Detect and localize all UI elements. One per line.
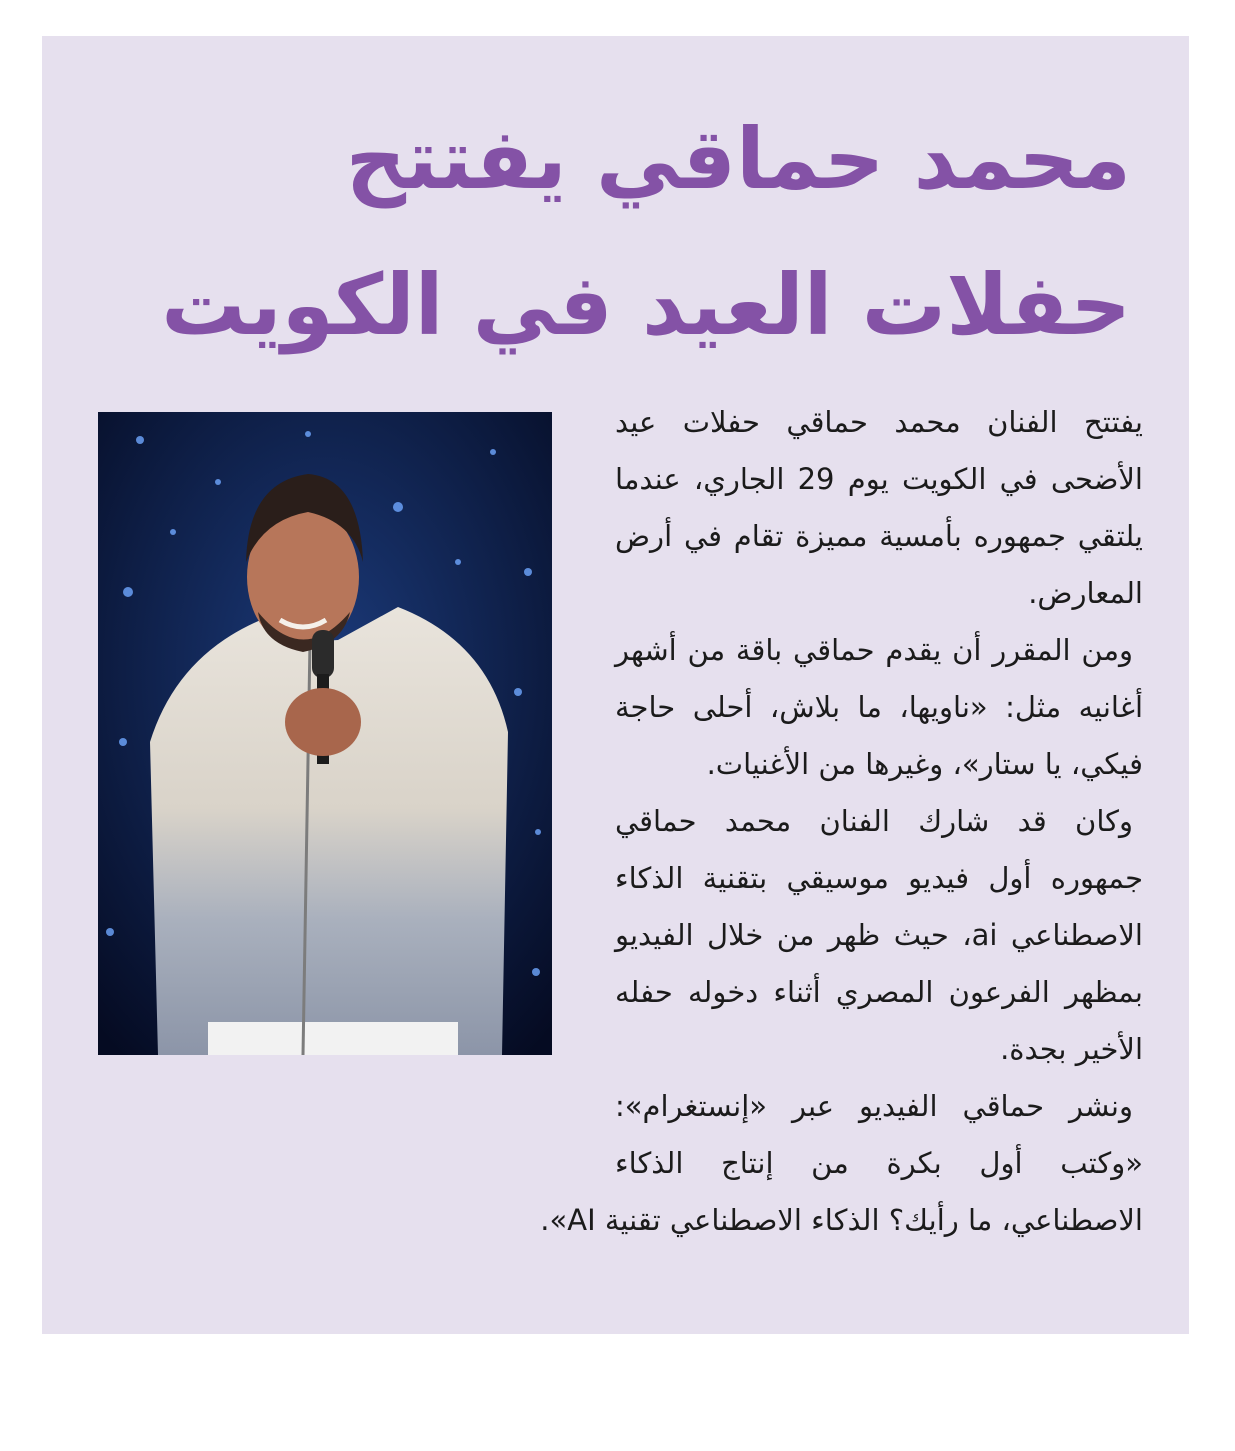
headline-line-2: حفلات العيد في الكويت [161, 256, 1131, 354]
news-article [42, 36, 1189, 1334]
headline-line-1: محمد حماقي يفتتح [345, 110, 1131, 208]
paragraph-4: ونشر حماقي الفيديو عبر «إنستغرام»: «وكتب أول بكرة من إنتاج الذكاء الاصطناعي، ما رأيك؟ الذكاء الاصطناعي تقنية AI». [540, 1089, 1143, 1237]
paragraph-2: ومن المقرر أن يقدم حماقي باقة من أشهر أغانيه مثل: «ناويها، ما بلاش، أحلى حاجة فيكي، يا ستار»، وغيرها من الأغنيات. [615, 633, 1143, 781]
photo-wrap-space [93, 394, 615, 1146]
paragraph-3: وكان قد شارك الفنان محمد حماقي جمهوره أول فيديو موسيقي بتقنية الذكاء الاصطناعي ai، حيث ظهر من خلال الفيديو بمظهر الفرعون المصري أثناء دخوله حفله الأخير بجدة. [615, 804, 1143, 1066]
article-headline [91, 86, 1131, 378]
article-body [93, 394, 1143, 1249]
paragraph-1: يفتتح الفنان محمد حماقي حفلات عيد الأضحى في الكويت يوم 29 الجاري، عندما يلتقي جمهوره بأمسية مميزة تقام في أرض المعارض. [615, 405, 1143, 610]
